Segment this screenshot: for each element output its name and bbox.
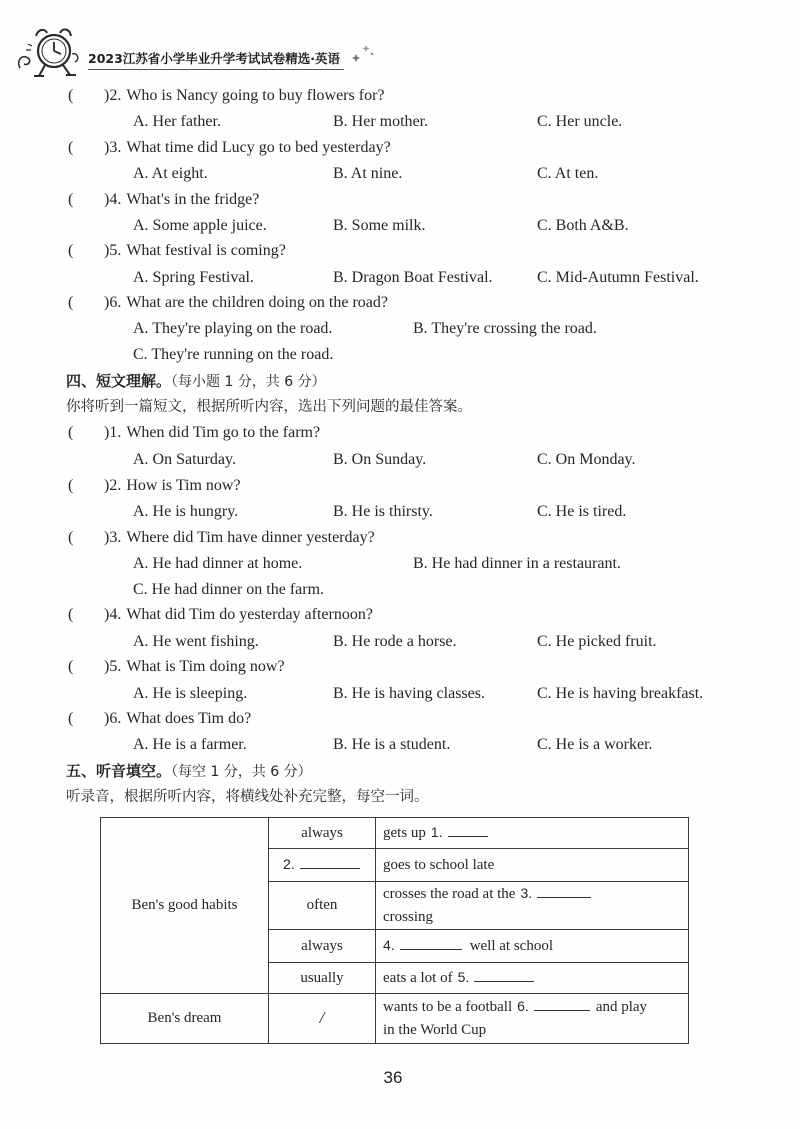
dream-label-cell: [101, 994, 269, 1044]
option-a: A. He is a farmer.: [133, 736, 247, 753]
answer-bracket-open: (: [68, 658, 74, 675]
option-a: A. He had dinner at home.: [133, 555, 303, 572]
options-row: [0, 319, 800, 339]
option-a: A. He went fishing.: [133, 633, 259, 650]
option-a: A. On Saturday.: [133, 451, 236, 468]
question-stem: [104, 241, 286, 261]
option-a: A. Some apple juice.: [133, 217, 267, 234]
activity-text: crosses the road at the: [383, 886, 516, 902]
frequency-cell: [269, 930, 376, 963]
instruction-text: 听录音，根据所听内容，将横线处补充完整，每空一词。: [66, 789, 429, 805]
section-title: 五、听音填空。: [66, 762, 172, 780]
question-stem: [104, 709, 251, 729]
answer-bracket-open: (: [68, 139, 74, 156]
answer-bracket-open: (: [68, 242, 74, 259]
answer-blank: [534, 997, 590, 1011]
sparkle-stars-icon: [350, 42, 376, 64]
question-stem: [104, 138, 391, 158]
question-number: 6.: [109, 294, 122, 311]
answer-blank: [474, 968, 534, 982]
answer-bracket-open: (: [68, 191, 74, 208]
activity-text-continued: in the World Cup: [383, 1022, 487, 1038]
question-row: [0, 423, 800, 443]
option-a: A. At eight.: [133, 165, 208, 182]
question-row: [0, 657, 800, 677]
frequency-text: always: [301, 937, 343, 954]
option-b: B. He is thirsty.: [333, 503, 433, 520]
question-text: What festival is coming?: [126, 242, 286, 259]
question-number: 4.: [109, 191, 122, 208]
dream-label: Ben's dream: [147, 1010, 222, 1026]
answer-bracket-close: ): [104, 658, 110, 675]
blank-number: 3.: [520, 885, 533, 901]
question-text: Who is Nancy going to buy flowers for?: [126, 87, 385, 104]
option-c: C. Her uncle.: [537, 113, 623, 130]
table-row: [101, 994, 689, 1044]
option-b: B. Dragon Boat Festival.: [333, 269, 493, 286]
option-a: A. He is sleeping.: [133, 685, 248, 702]
answer-bracket-close: ): [104, 191, 110, 208]
activity-cell: [376, 930, 689, 963]
not-applicable-mark: /: [319, 1008, 325, 1027]
activity-text: goes to school late: [383, 856, 495, 873]
section-4-heading: [0, 371, 800, 391]
blank-number: 1.: [430, 824, 443, 840]
activity-cell: [376, 963, 689, 994]
options-row: [0, 268, 800, 288]
options-row: [0, 580, 800, 600]
question-stem: [104, 86, 385, 106]
activity-text: wants to be a football: [383, 999, 513, 1015]
activity-cell: [376, 882, 689, 930]
question-stem: [104, 528, 375, 548]
page-number: 36: [383, 1068, 403, 1087]
option-b: B. Some milk.: [333, 217, 426, 234]
question-text: When did Tim go to the farm?: [126, 424, 321, 441]
question-number: 3.: [109, 139, 122, 156]
question-number: 5.: [109, 658, 122, 675]
answer-bracket-open: (: [68, 424, 74, 441]
question-text: What time did Lucy go to bed yesterday?: [126, 139, 391, 156]
option-c: C. He had dinner on the farm.: [133, 581, 325, 598]
question-row: [0, 605, 800, 625]
section-heading: [66, 371, 326, 392]
frequency-text: always: [301, 824, 343, 841]
question-number: 6.: [109, 710, 122, 727]
option-c: C. At ten.: [537, 165, 599, 182]
option-b: B. He is a student.: [333, 736, 451, 753]
question-row: [0, 190, 800, 210]
frequency-text: usually: [300, 969, 344, 986]
blank-number: 2.: [283, 856, 295, 872]
answer-bracket-open: (: [68, 294, 74, 311]
question-text: Where did Tim have dinner yesterday?: [126, 529, 375, 546]
option-c: C. On Monday.: [537, 451, 636, 468]
blank-number: 6.: [517, 998, 529, 1014]
options-row: [0, 345, 800, 365]
options-row: [0, 632, 800, 652]
answer-blank: [400, 936, 462, 950]
question-number: 2.: [109, 477, 122, 494]
options-row: [0, 216, 800, 236]
option-c: C. Both A&B.: [537, 217, 629, 234]
answer-blank: [537, 884, 591, 898]
options-row: [0, 684, 800, 704]
frequency-cell: [269, 882, 376, 930]
options-row: [0, 554, 800, 574]
question-row: [0, 293, 800, 313]
answer-bracket-close: ): [104, 139, 110, 156]
question-stem: [104, 476, 241, 496]
answer-blank: [300, 855, 360, 869]
activity-text-continued: crossing: [383, 909, 433, 925]
answer-blank: [448, 823, 488, 837]
question-text: How is Tim now?: [126, 477, 241, 494]
option-a: A. Spring Festival.: [133, 269, 254, 286]
activity-text: gets up: [383, 825, 426, 841]
options-row: [0, 735, 800, 755]
question-text: What did Tim do yesterday afternoon?: [126, 606, 373, 623]
question-row: [0, 138, 800, 158]
option-c: C. He is a worker.: [537, 736, 653, 753]
question-row: [0, 241, 800, 261]
question-number: 1.: [109, 424, 122, 441]
answer-bracket-open: (: [68, 710, 74, 727]
option-b: B. At nine.: [333, 165, 403, 182]
activity-text: well at school: [469, 938, 554, 954]
question-number: 3.: [109, 529, 122, 546]
activity-cell: [376, 849, 689, 882]
answer-bracket-open: (: [68, 606, 74, 623]
section-5-instruction: [0, 787, 800, 807]
answer-bracket-close: ): [104, 529, 110, 546]
instruction-text: 你将听到一篇短文，根据所听内容，选出下列问题的最佳答案。: [66, 399, 472, 415]
options-row: [0, 450, 800, 470]
question-row: [0, 528, 800, 548]
answer-bracket-close: ): [104, 606, 110, 623]
option-c: C. He is having breakfast.: [537, 685, 704, 702]
question-row: [0, 86, 800, 106]
option-b: B. He rode a horse.: [333, 633, 457, 650]
question-text: What does Tim do?: [126, 710, 252, 727]
alarm-clock-icon: [14, 24, 86, 82]
option-c: C. He picked fruit.: [537, 633, 657, 650]
option-b: B. He had dinner in a restaurant.: [413, 555, 621, 572]
section-score: （每小题 1 分，共 6 分）: [171, 374, 326, 390]
header-title: 2023江苏省小学毕业升学考试试卷精选·英语: [88, 50, 344, 70]
answer-bracket-close: ): [104, 242, 110, 259]
option-a: A. He is hungry.: [133, 503, 239, 520]
option-b: B. They're crossing the road.: [413, 320, 597, 337]
activity-text: eats a lot of: [383, 970, 453, 986]
answer-bracket-open: (: [68, 529, 74, 546]
question-stem: [104, 657, 285, 677]
option-a: A. Her father.: [133, 113, 221, 130]
activity-text: and play: [595, 999, 648, 1015]
fill-in-table: [100, 817, 689, 1044]
option-c: C. Mid-Autumn Festival.: [537, 269, 699, 286]
question-text: What are the children doing on the road?: [126, 294, 388, 311]
blank-number: 4.: [383, 937, 395, 953]
frequency-cell: [269, 994, 376, 1044]
frequency-text: often: [306, 897, 338, 913]
question-row: [0, 709, 800, 729]
habits-label-cell: [101, 818, 269, 994]
options-row: [0, 502, 800, 522]
answer-bracket-close: ): [104, 477, 110, 494]
answer-bracket-close: ): [104, 87, 110, 104]
section-4-instruction: [0, 397, 800, 417]
question-stem: [104, 423, 320, 443]
answer-bracket-close: ): [104, 710, 110, 727]
option-a: A. They're playing on the road.: [133, 320, 333, 337]
question-text: What is Tim doing now?: [126, 658, 285, 675]
question-stem: [104, 605, 373, 625]
answer-bracket-close: ): [104, 294, 110, 311]
habits-label: Ben's good habits: [131, 897, 238, 913]
question-text: What's in the fridge?: [126, 191, 260, 208]
question-stem: [104, 293, 388, 313]
question-number: 4.: [109, 606, 122, 623]
options-row: [0, 164, 800, 184]
section-score: （每空 1 分，共 6 分）: [171, 764, 312, 780]
answer-bracket-open: (: [68, 477, 74, 494]
section-title: 四、短文理解。: [66, 372, 172, 390]
option-c: C. He is tired.: [537, 503, 627, 520]
frequency-cell: [269, 818, 376, 849]
option-b: B. Her mother.: [333, 113, 429, 130]
activity-cell: [376, 994, 689, 1044]
section-5-heading: [0, 761, 800, 781]
question-number: 5.: [109, 242, 122, 259]
answer-bracket-open: (: [68, 87, 74, 104]
option-b: B. On Sunday.: [333, 451, 427, 468]
answer-bracket-close: ): [104, 424, 110, 441]
activity-cell: [376, 818, 689, 849]
options-row: [0, 112, 800, 132]
question-number: 2.: [109, 87, 122, 104]
option-c: C. They're running on the road.: [133, 346, 334, 363]
blank-number: 5.: [457, 969, 470, 985]
option-b: B. He is having classes.: [333, 685, 485, 702]
frequency-cell: [269, 963, 376, 994]
frequency-cell: [269, 849, 376, 882]
question-row: [0, 476, 800, 496]
table-row: [101, 818, 689, 849]
section-heading: [66, 761, 312, 782]
question-stem: [104, 190, 259, 210]
